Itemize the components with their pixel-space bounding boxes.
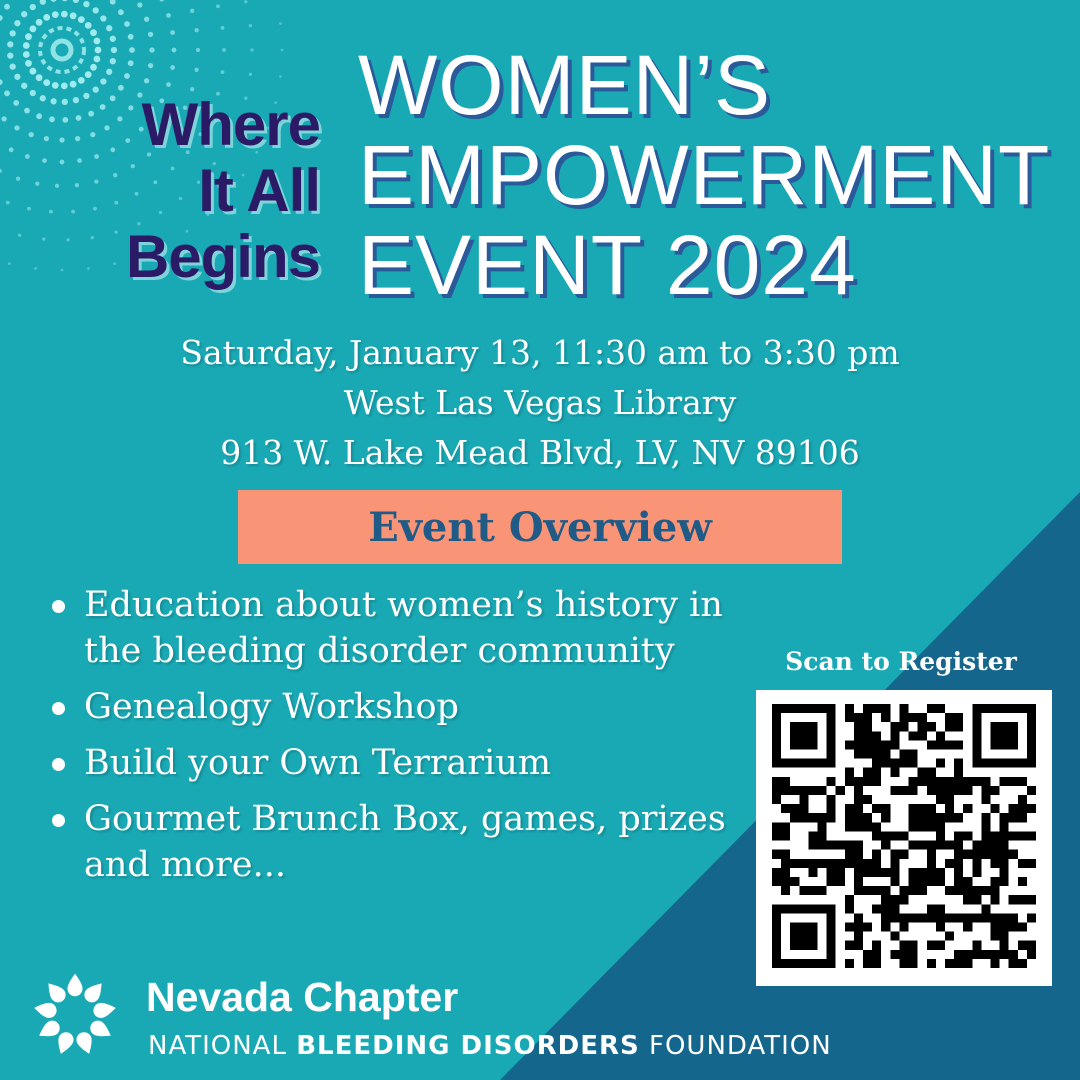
droplet-flower-logo-icon (28, 968, 122, 1062)
event-overview-heading: Event Overview (238, 490, 842, 564)
bullet-item (48, 684, 748, 730)
bullet-text: Genealogy Workshop (84, 687, 459, 727)
bullet-dot-icon (52, 758, 65, 771)
event-datetime: Saturday, January 13, 11:30 am to 3:30 pm (180, 333, 900, 372)
bullet-text: Gourmet Brunch Box, games, prizes and more... (84, 799, 726, 885)
tagline (126, 92, 320, 290)
event-details (0, 328, 1080, 478)
foundation-name-part-1: NATIONAL (148, 1031, 297, 1061)
foundation-name-part-3: FOUNDATION (639, 1031, 832, 1061)
event-address: 913 W. Lake Mead Blvd, LV, NV 89106 (220, 433, 860, 472)
bullet-item (48, 740, 748, 786)
bullet-item (48, 796, 748, 888)
chapter-name: Nevada Chapter (146, 974, 459, 1020)
bullet-item (48, 582, 748, 674)
title-line-3: EVENT 2024 (358, 218, 857, 312)
title-line-2: EMPOWERMENT (358, 128, 1051, 222)
foundation-name-part-2: BLEEDING DISORDERS (296, 1031, 640, 1061)
scan-to-register-label: Scan to Register (785, 647, 1017, 676)
event-venue: West Las Vegas Library (343, 383, 737, 422)
bullet-text: Education about women’s history in the bleeding disorder community (84, 585, 723, 671)
foundation-name (148, 1028, 832, 1064)
bullet-dot-icon (52, 600, 65, 613)
bullet-dot-icon (52, 702, 65, 715)
tagline-line-2: It All (198, 157, 320, 224)
event-title (358, 40, 1050, 310)
title-line-1: WOMEN’S (358, 38, 771, 132)
tagline-line-3: Begins (125, 223, 320, 290)
bullet-dot-icon (52, 814, 65, 827)
bullet-text: Build your Own Terrarium (84, 743, 552, 783)
tagline-line-1: Where (141, 91, 320, 158)
overview-bullet-list (48, 582, 748, 898)
qr-code-icon[interactable] (756, 690, 1052, 986)
